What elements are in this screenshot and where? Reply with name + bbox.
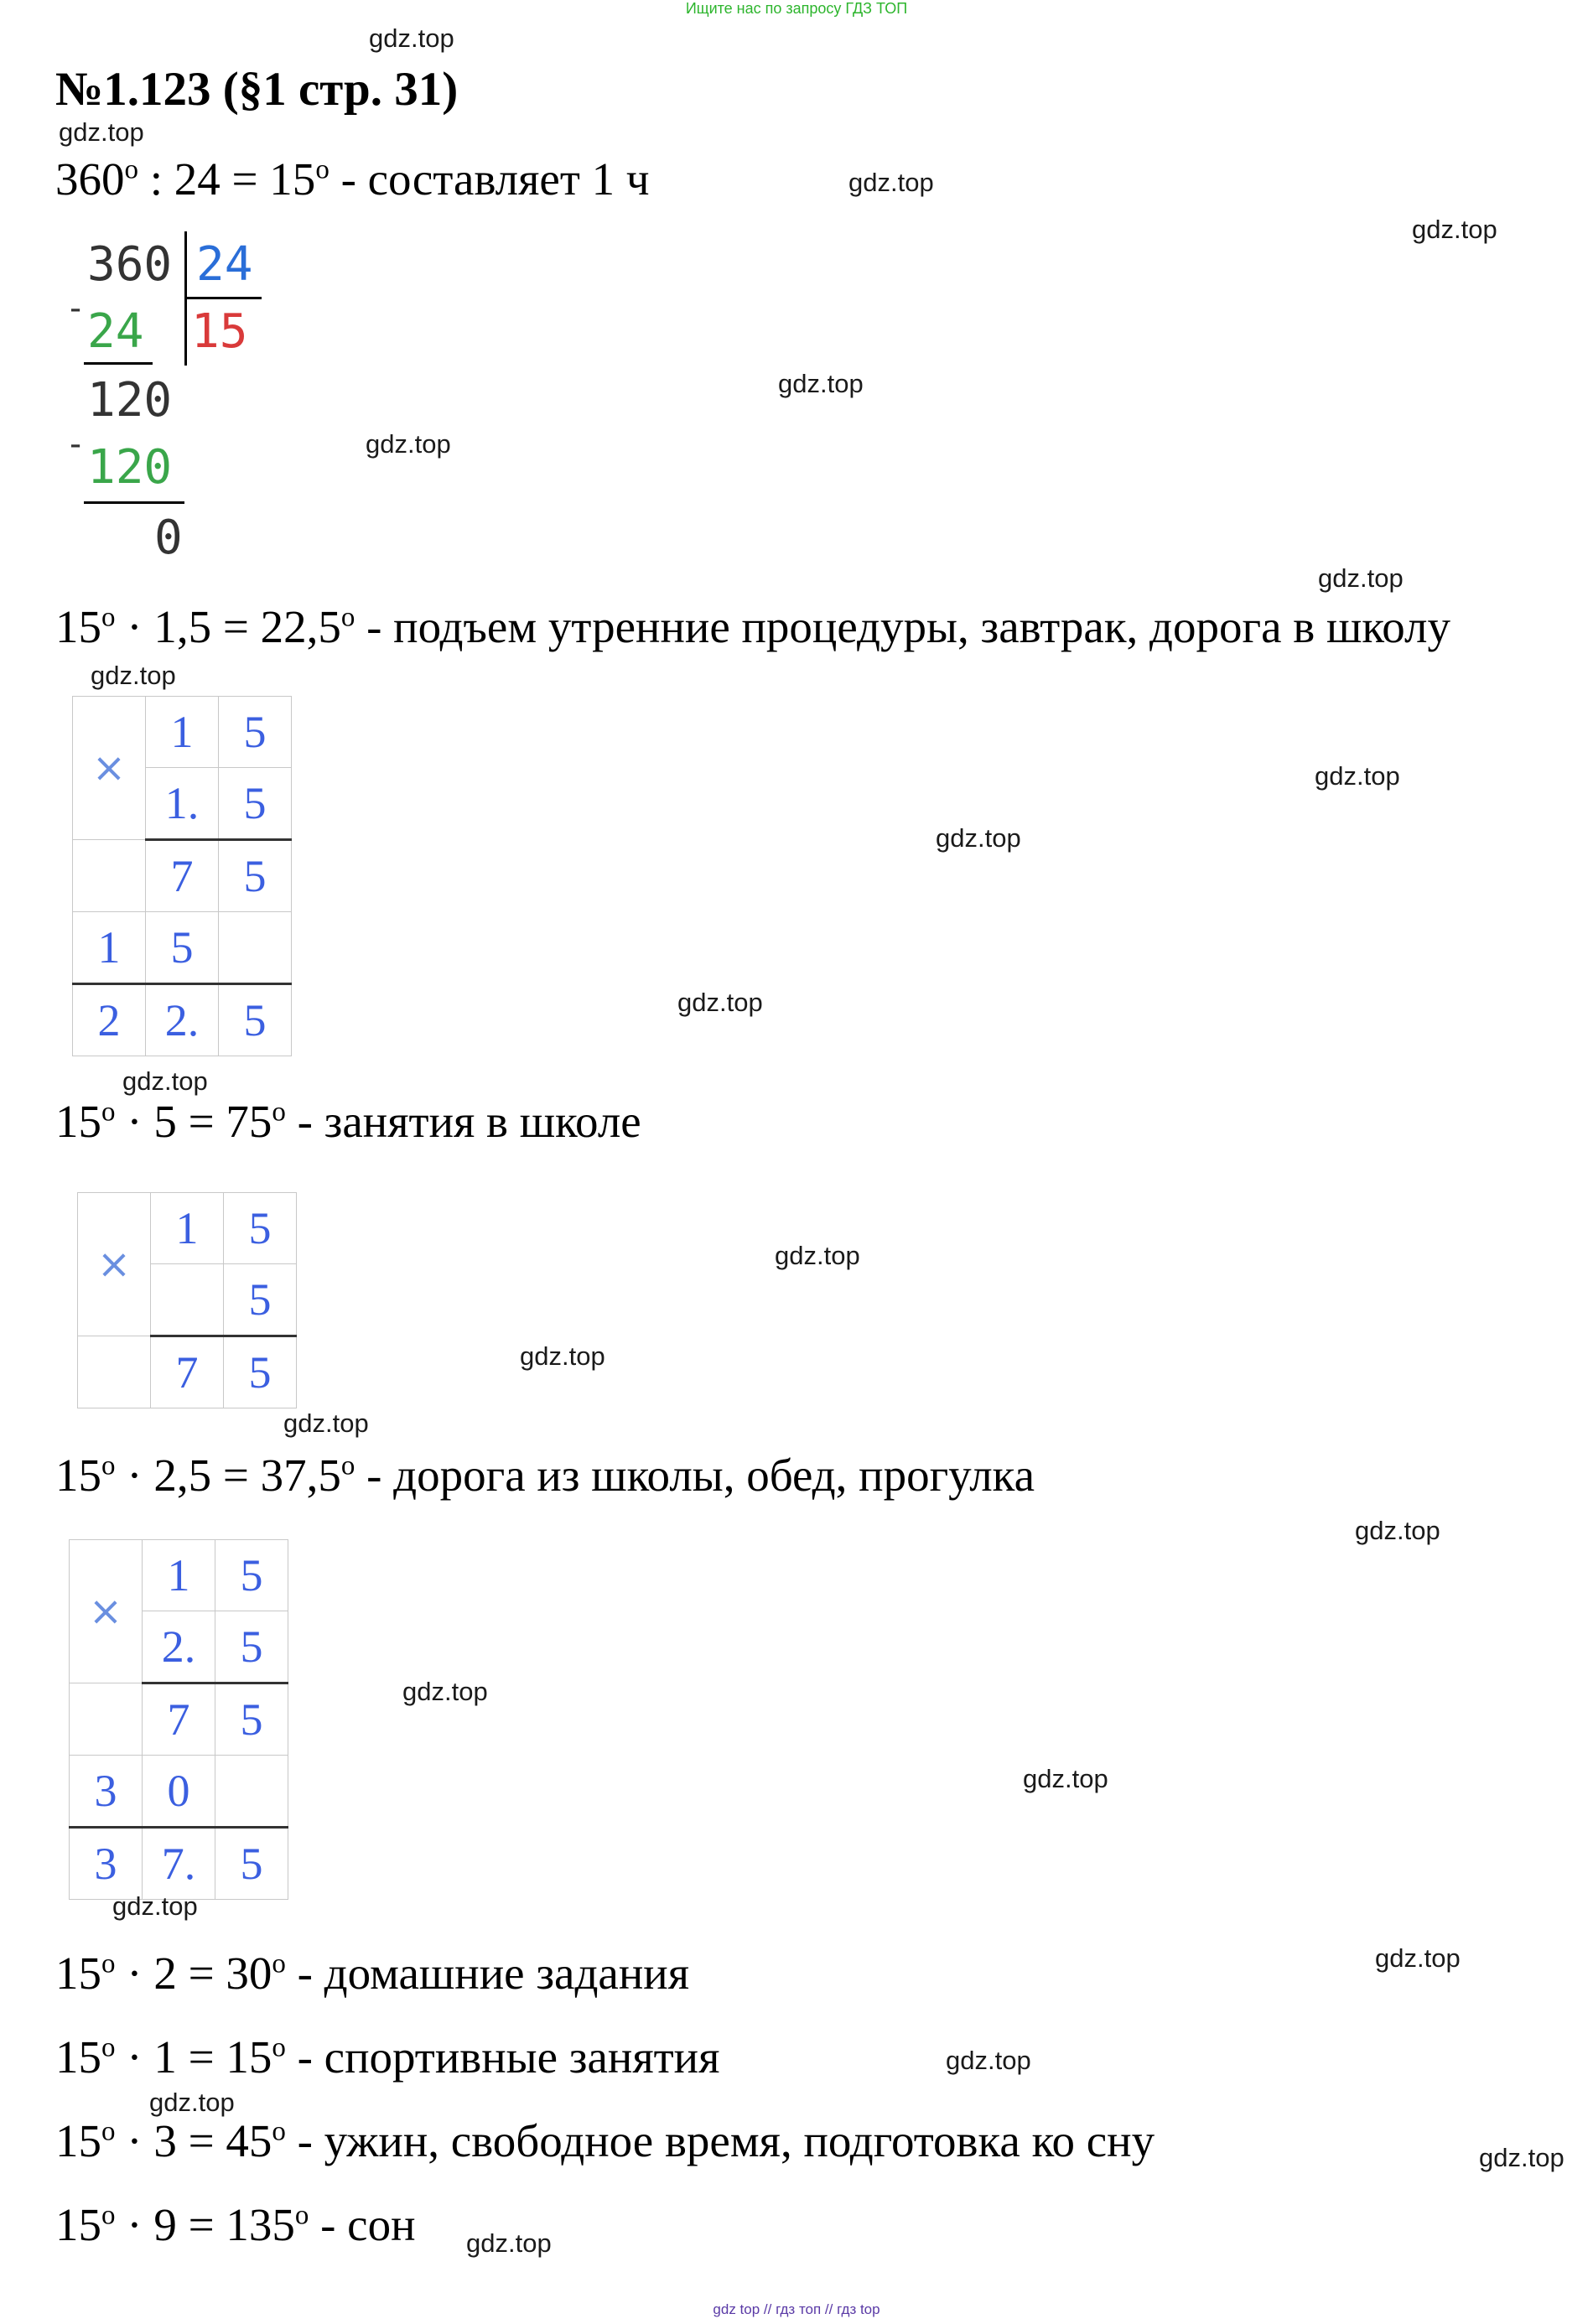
remainder-2: 0 [154,511,183,565]
watermark: gdz.top [848,168,934,197]
grid-cell: 2. [146,984,219,1056]
grid-cell: 7. [143,1828,215,1900]
grid-cell: 1 [73,912,146,984]
equation-line-2: $15^o \cdot 1,5 = 22,5^o$ - подъем утренние процедуры, завтрак, дорога в школу [55,601,1450,652]
equation-line-4: $15^o \cdot 2,5 = 37,5^o$ - дорога из школы, обед, прогулка [55,1450,1035,1501]
footer-links[interactable]: gdz top // гдз топ // гдз top [713,2301,880,2317]
times-sign: × [73,697,146,840]
remainder-1: 120 [87,373,173,428]
grid-cell: 5 [219,984,292,1056]
grid-cell: 3 [70,1828,143,1900]
grid-cell: 2. [143,1611,215,1683]
watermark: gdz.top [402,1677,488,1706]
equation-line-7: $15^o \cdot 3 = 45^o$ - ужин, свободное время, подготовка ко сну [55,2115,1155,2166]
grid-cell: 5 [215,1540,288,1611]
minus-sign: - [65,289,86,328]
watermark: gdz.top [1315,761,1400,791]
watermark: gdz.top [283,1408,369,1438]
subtract-2: 120 [87,440,173,495]
divisor: 24 [196,237,253,292]
grid-cell: 5 [215,1611,288,1683]
multiplication-grid-3 [69,1539,288,1900]
watermark: gdz.top [466,2228,552,2258]
times-sign: × [70,1540,143,1683]
quotient: 15 [191,304,248,359]
watermark: gdz.top [1023,1764,1108,1793]
watermark: gdz.top [946,2046,1031,2075]
page-title: №1.123 (§1 стр. 31) [55,63,459,116]
grid-cell: 5 [224,1336,297,1408]
equation-line-3: $15^o \cdot 5 = 75^o$ - занятия в школе [55,1096,641,1147]
grid-cell: 5 [219,697,292,768]
grid-cell: 5 [215,1683,288,1756]
grid-cell: 0 [143,1756,215,1828]
grid-cell: 5 [146,912,219,984]
grid-cell: 5 [219,840,292,912]
watermark: gdz.top [369,23,454,53]
multiplication-grid-1 [72,696,292,1056]
equation-line-6: $15^o \cdot 1 = 15^o$ - спортивные занятия [55,2031,720,2083]
subtract-1: 24 [87,304,144,359]
watermark: gdz.top [59,117,144,147]
grid-cell: 7 [146,840,219,912]
equation-line-8: $15^o \cdot 9 = 135^o$ - сон [55,2199,416,2250]
grid-cell [219,912,292,984]
grid-cell: 3 [70,1756,143,1828]
watermark: gdz.top [520,1341,605,1371]
grid-cell: 1 [151,1193,224,1264]
dividend: 360 [87,237,173,292]
watermark: gdz.top [1318,563,1404,593]
grid-cell: 7 [143,1683,215,1756]
multiplication-grid-2 [77,1192,297,1408]
equation-line-1: 360$^o$ : $24 = 15^o$ - составляет 1 ч [55,153,650,205]
watermark: gdz.top [122,1066,208,1096]
grid-cell: 5 [215,1828,288,1900]
division-line-1 [84,362,153,365]
division-line-2 [84,501,184,504]
watermark: gdz.top [1355,1516,1440,1545]
watermark: gdz.top [936,823,1021,853]
equation-line-5: $15^o \cdot 2 = 30^o$ - домашние задания [55,1948,690,1999]
grid-cell: 1. [146,768,219,840]
grid-cell: 5 [224,1264,297,1336]
watermark: gdz.top [778,369,864,398]
watermark: gdz.top [149,2088,235,2117]
grid-cell [73,840,146,912]
search-hint: Ищите нас по запросу ГДЗ ТОП [685,0,908,17]
grid-cell: 5 [224,1193,297,1264]
grid-cell [78,1336,151,1408]
grid-cell [151,1264,224,1336]
grid-cell: 7 [151,1336,224,1408]
watermark: gdz.top [677,988,763,1017]
grid-cell [215,1756,288,1828]
grid-cell: 1 [143,1540,215,1611]
watermark: gdz.top [112,1891,198,1921]
watermark: gdz.top [91,661,176,690]
watermark: gdz.top [1479,2143,1564,2172]
watermark: gdz.top [1412,215,1497,244]
times-sign: × [78,1193,151,1336]
grid-cell: 2 [73,984,146,1056]
watermark: gdz.top [1375,1943,1461,1973]
minus-sign-2: - [65,425,86,464]
division-underline [184,297,262,299]
grid-cell [70,1683,143,1756]
grid-cell: 5 [219,768,292,840]
watermark: gdz.top [775,1241,860,1270]
watermark: gdz.top [366,429,451,459]
grid-cell: 1 [146,697,219,768]
